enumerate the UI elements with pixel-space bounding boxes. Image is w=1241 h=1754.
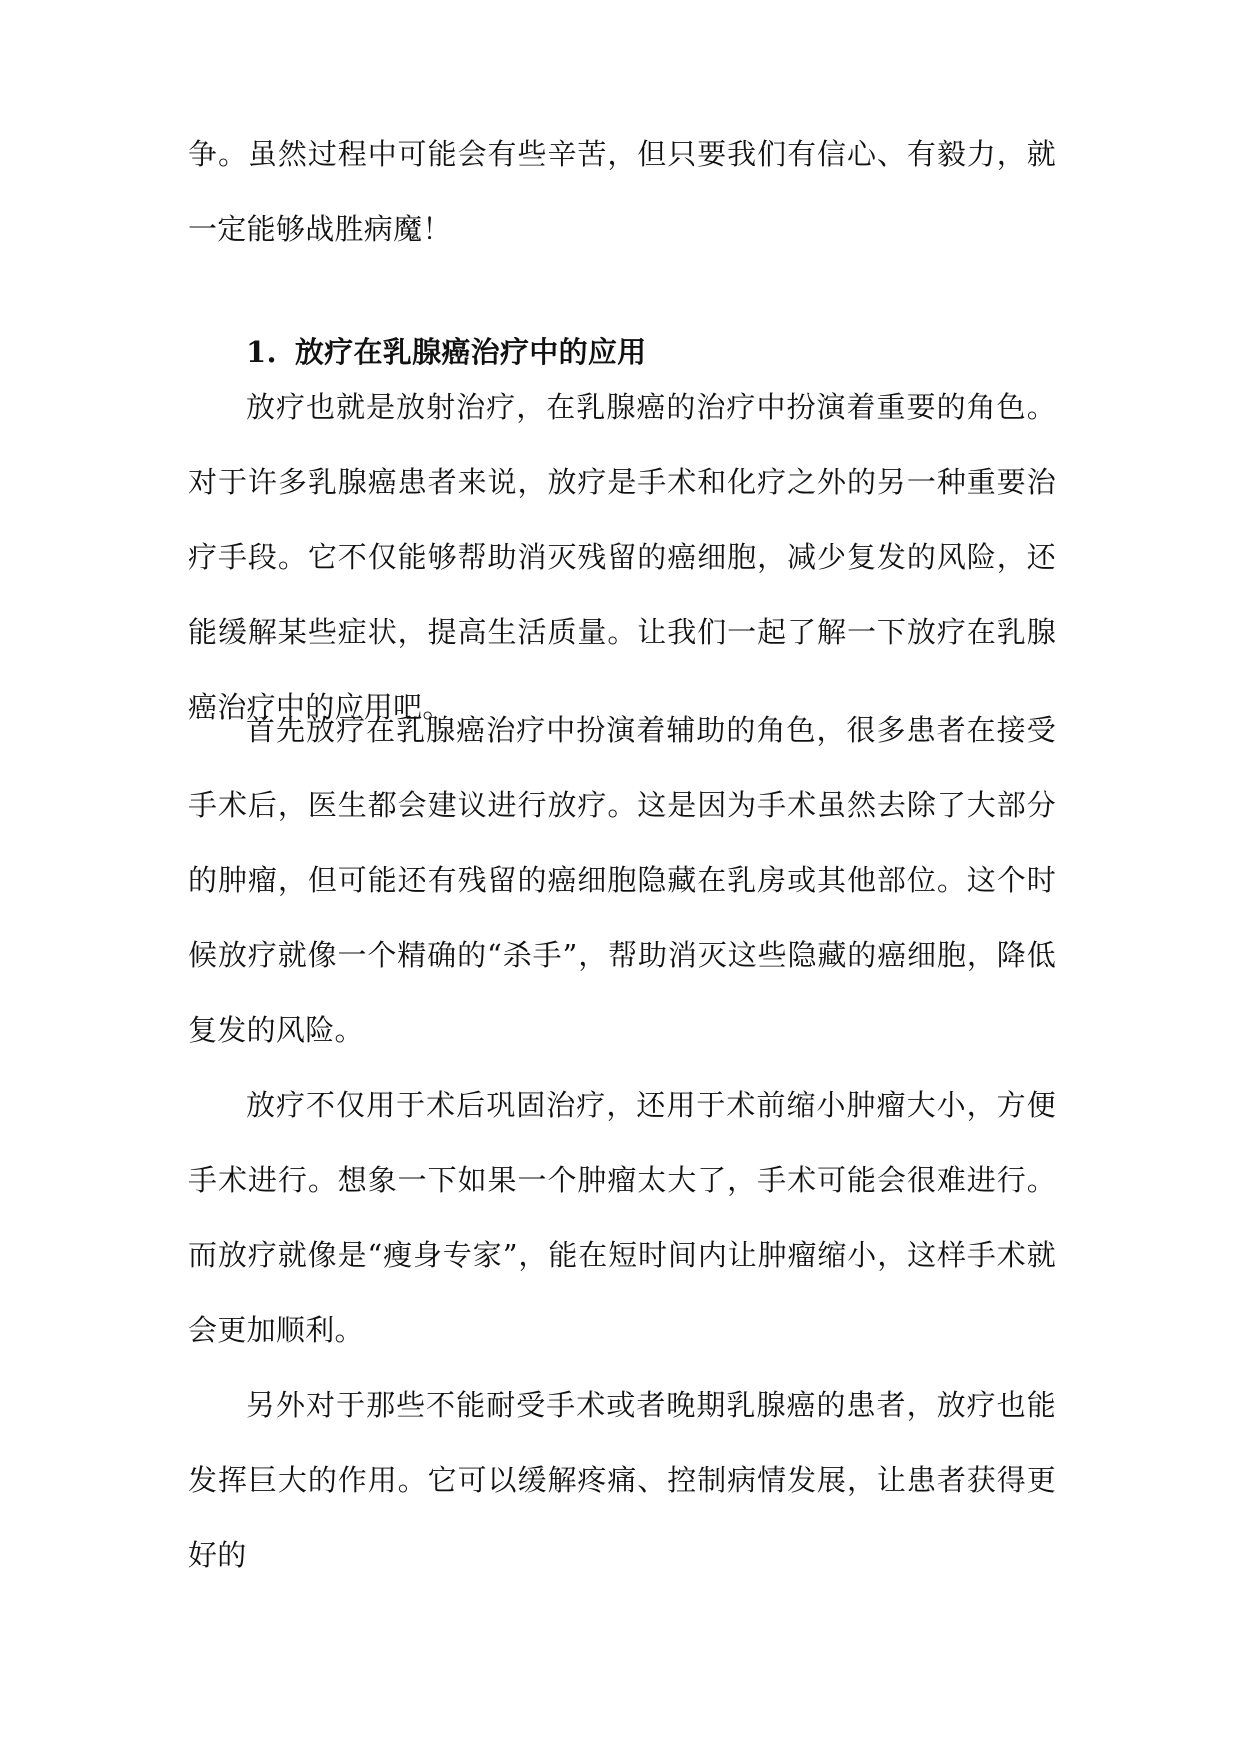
- body-paragraph-adjuvant: 首先放疗在乳腺癌治疗中扮演着辅助的角色，很多患者在接受手术后，医生都会建议进行放疗。这是因为手术虽然去除了大部分的肿瘤，但可能还有残留的癌细胞隐藏在乳房或其他部位。这个时候放疗就像一个精确的“杀手”，帮助消灭这些隐藏的癌细胞，降低复发的风险。: [188, 713, 1056, 1047]
- section-title: 放疗在乳腺癌治疗中的应用: [294, 335, 647, 369]
- body-paragraph-palliative: 另外对于那些不能耐受手术或者晚期乳腺癌的患者，放疗也能发挥巨大的作用。它可以缓解疼痛、控制病情发展，让患者获得更好的: [188, 1388, 1056, 1572]
- body-paragraph-intro: 放疗也就是放射治疗，在乳腺癌的治疗中扮演着重要的角色。对于许多乳腺癌患者来说，放疗是手术和化疗之外的另一种重要治疗手段。它不仅能够帮助消灭残留的癌细胞，减少复发的风险，还能缓解某些症状，提高生活质量。让我们一起了解一下放疗在乳腺癌治疗中的应用吧。: [188, 390, 1056, 724]
- continuation-paragraph: 争。虽然过程中可能会有些辛苦，但只要我们有信心、有毅力，就一定能够战胜病魔！: [188, 137, 1056, 246]
- section-number: 1.: [246, 335, 277, 369]
- body-paragraph-neoadjuvant: 放疗不仅用于术后巩固治疗，还用于术前缩小肿瘤大小，方便手术进行。想象一下如果一个肿瘤太大了，手术可能会很难进行。而放疗就像是“瘦身专家”，能在短时间内让肿瘤缩小，这样手术就会更加顺利。: [188, 1088, 1056, 1347]
